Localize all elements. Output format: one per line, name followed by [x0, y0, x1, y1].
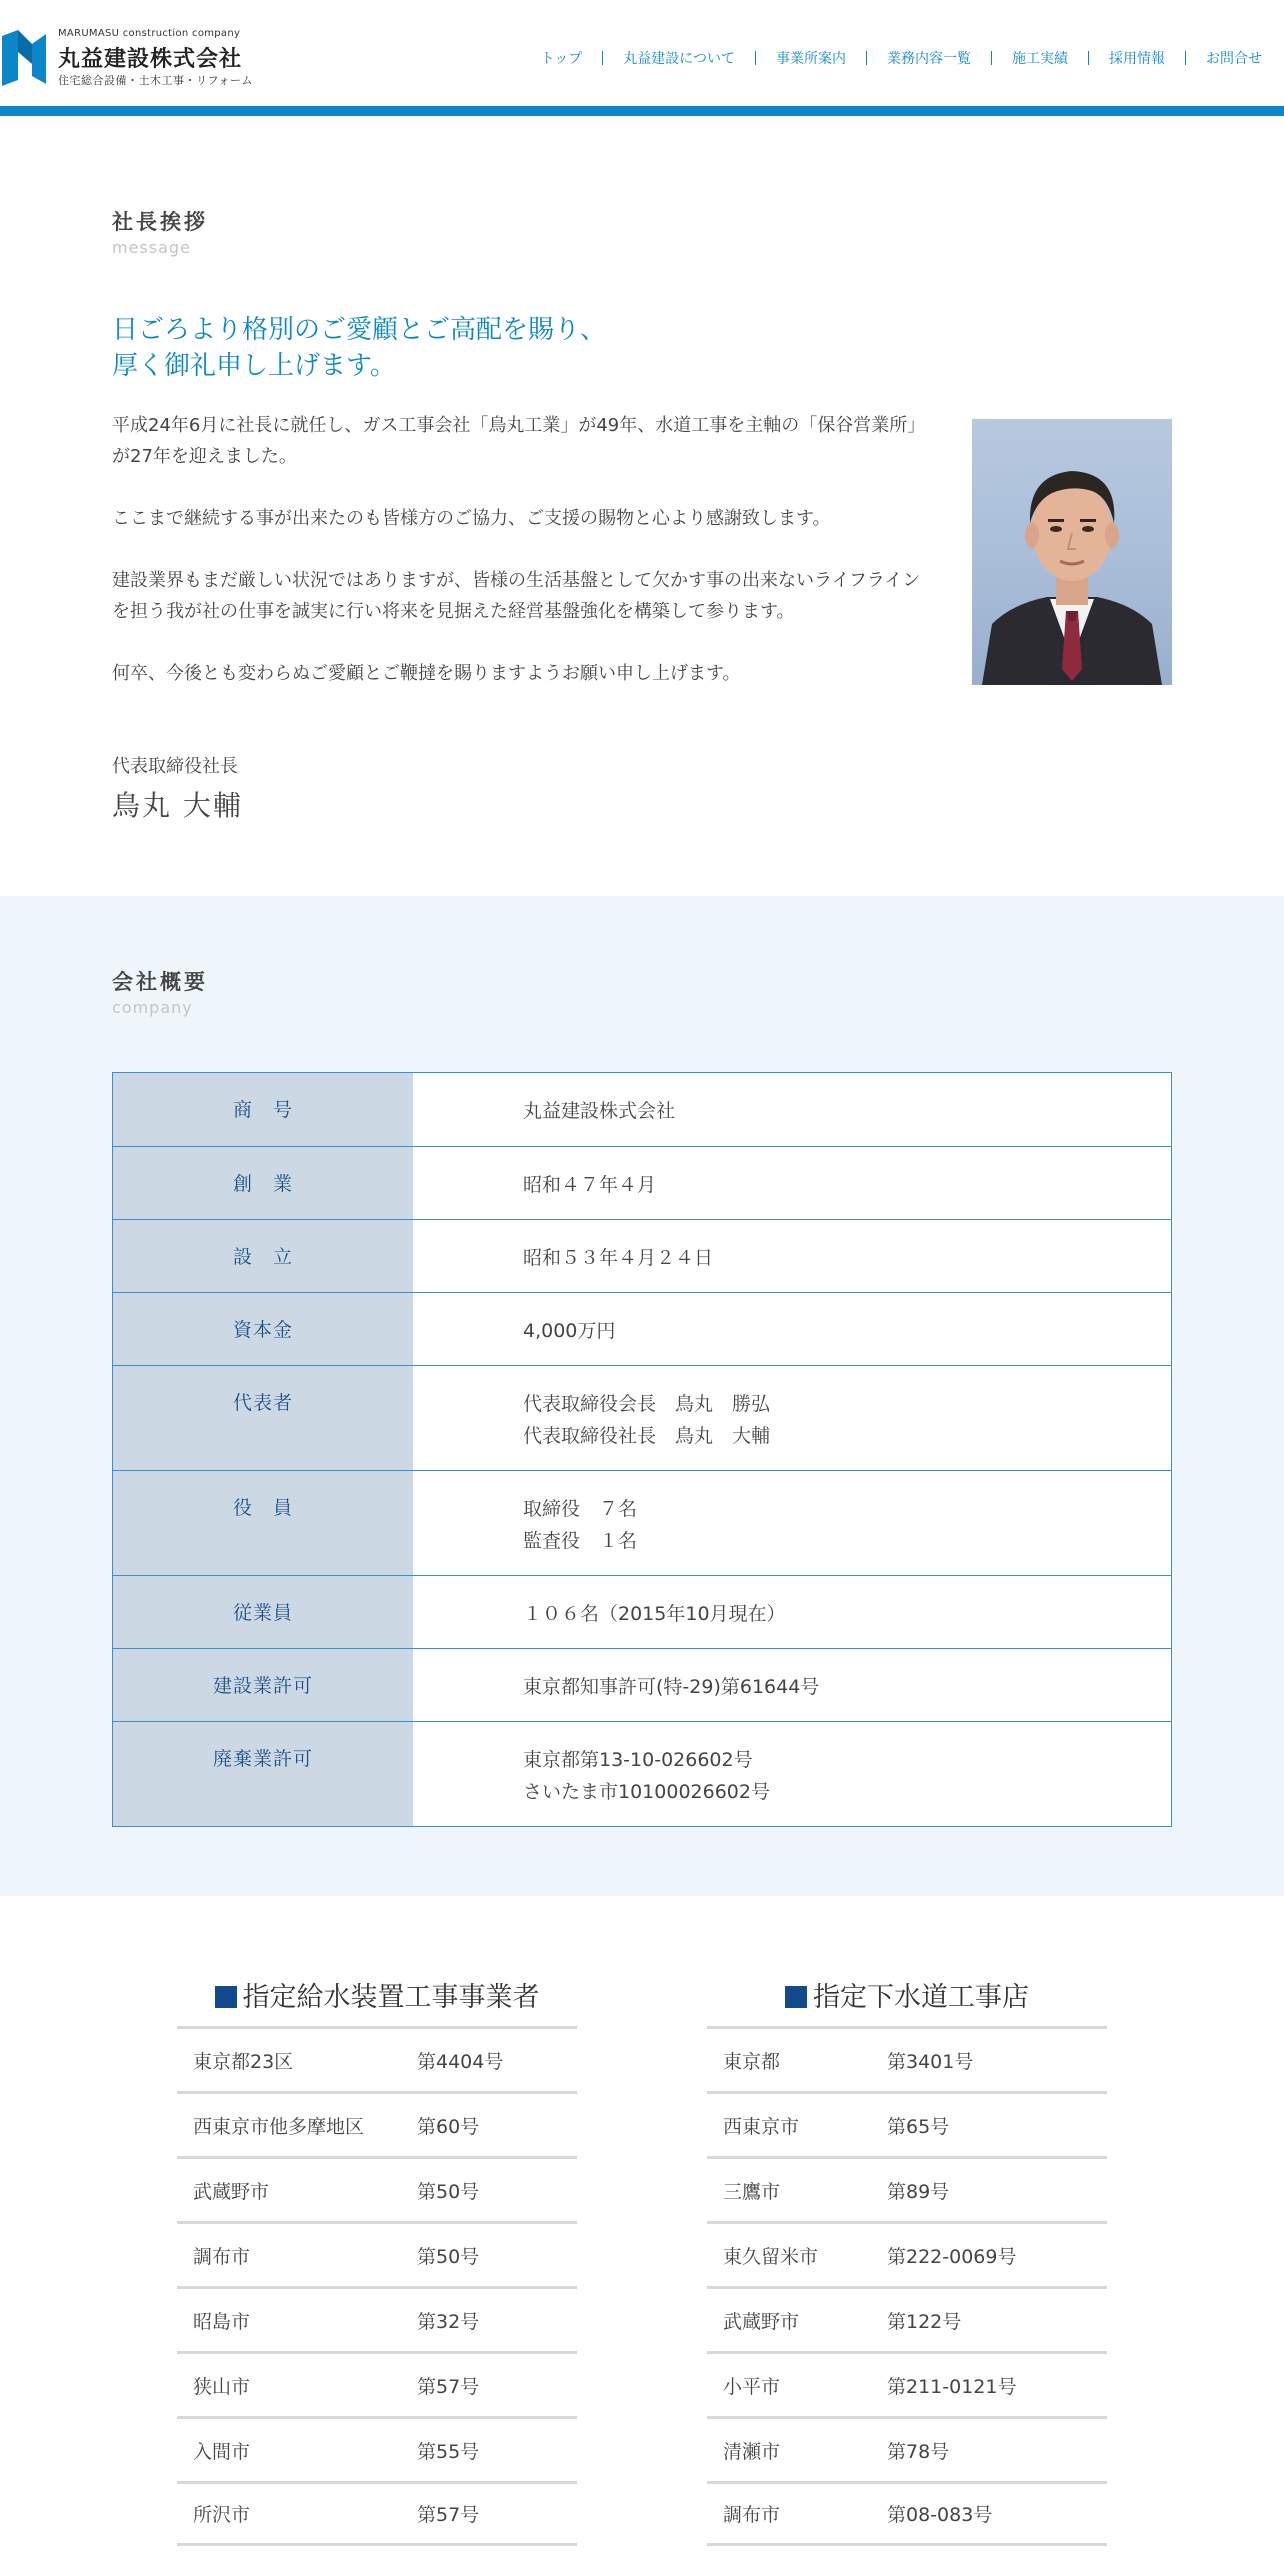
license-number: 第32号 [417, 2310, 480, 2333]
table-data-cell [413, 1220, 1171, 1292]
license-number: 第78号 [887, 2440, 950, 2463]
table-header-cell: 商 号 [113, 1073, 413, 1146]
license-number: 第55号 [417, 2440, 480, 2463]
nav-recruit[interactable]: 採用情報 [1109, 51, 1165, 67]
table-header-cell: 役 員 [113, 1471, 413, 1575]
president-photo [972, 419, 1172, 685]
license-number: 第57号 [417, 2375, 480, 2398]
license-number: 第08-083号 [887, 2504, 993, 2526]
list-item [177, 2481, 577, 2546]
list-item [707, 2026, 1107, 2091]
nav-offices[interactable]: 事業所案内 [776, 51, 846, 67]
site-header [0, 0, 1284, 116]
table-row [113, 1219, 1171, 1292]
water-supply-heading [177, 1970, 577, 2026]
message-paragraph: ここまで継続する事が出来たのも皆様方のご協力、ご支援の賜物と心より感謝致します。 [112, 508, 831, 529]
nav-divider [866, 51, 867, 65]
table-value: 代表取締役会長 鳥丸 勝弘 [523, 1393, 771, 1415]
nav-services[interactable]: 業務内容一覧 [887, 51, 971, 67]
table-header-cell: 資本金 [113, 1293, 413, 1365]
table-header-cell: 建設業許可 [113, 1649, 413, 1721]
license-area: 三鷹市 [723, 2180, 781, 2203]
nav-contact[interactable]: お問合せ [1206, 51, 1262, 67]
table-data-cell [413, 1147, 1171, 1219]
list-item [707, 2416, 1107, 2481]
license-area: 狭山市 [193, 2375, 251, 2398]
table-value: 東京都第13-10-026602号 [523, 1749, 753, 1771]
list-item [177, 2156, 577, 2221]
license-area: 東京都23区 [193, 2050, 294, 2073]
square-bullet-icon [785, 1986, 807, 2008]
table-row [113, 1721, 1171, 1826]
signature-name: 鳥丸 大輔 [112, 789, 243, 822]
list-item [707, 2286, 1107, 2351]
license-number: 第122号 [887, 2310, 962, 2333]
license-area: 武蔵野市 [193, 2180, 270, 2203]
license-area: 調布市 [723, 2504, 781, 2526]
table-data-cell [413, 1293, 1171, 1365]
list-item [707, 2156, 1107, 2221]
nav-divider [755, 51, 756, 65]
license-number: 第50号 [417, 2245, 480, 2268]
signature-role: 代表取締役社長 [112, 756, 238, 777]
list-item [177, 2221, 577, 2286]
nav-top[interactable]: トップ [540, 51, 583, 67]
message-section-subtitle: message [112, 238, 191, 257]
company-section-title: 会社概要 [112, 970, 208, 994]
square-bullet-icon [215, 1986, 237, 2008]
license-number: 第222-0069号 [887, 2245, 1017, 2268]
table-value: 昭和４７年４月 [523, 1174, 657, 1196]
sewer-heading [707, 1970, 1107, 2026]
company-info-table [112, 1072, 1172, 1827]
company-section-subtitle: company [112, 998, 193, 1017]
message-paragraph: 何卒、今後とも変わらぬご愛顧とご鞭撻を賜りますようお願い申し上げます。 [112, 663, 741, 684]
nav-divider [991, 51, 992, 65]
message-lead [112, 312, 752, 384]
table-data-cell [413, 1073, 1171, 1146]
list-item [707, 2221, 1107, 2286]
table-row [113, 1073, 1171, 1146]
license-number: 第57号 [417, 2504, 480, 2526]
license-area: 昭島市 [193, 2310, 251, 2333]
header-accent-bar [0, 106, 1284, 116]
license-area: 所沢市 [193, 2504, 251, 2526]
license-area: 西東京市 [723, 2115, 800, 2138]
sewer-title: 指定下水道工事店 [813, 1982, 1029, 2013]
license-number: 第211-0121号 [887, 2375, 1017, 2398]
logo-tagline: 住宅総合設備・土木工事・リフォーム [58, 74, 253, 87]
table-row [113, 1146, 1171, 1219]
table-value: １０６名（2015年10月現在） [523, 1603, 786, 1625]
table-row [113, 1292, 1171, 1365]
license-number: 第50号 [417, 2180, 480, 2203]
table-row [113, 1648, 1171, 1721]
table-row [113, 1575, 1171, 1648]
table-value: 取締役 ７名 [523, 1498, 638, 1520]
global-nav [541, 48, 1262, 68]
table-data-cell [413, 1722, 1171, 1826]
license-area: 西東京市他多摩地区 [193, 2115, 365, 2138]
table-value: 昭和５３年４月２４日 [523, 1247, 714, 1269]
table-value: 丸益建設株式会社 [523, 1100, 676, 1122]
list-item [177, 2351, 577, 2416]
license-number: 第89号 [887, 2180, 950, 2203]
table-header-cell: 設 立 [113, 1220, 413, 1292]
list-item [177, 2286, 577, 2351]
water-supply-license-list [177, 1970, 577, 2546]
table-value: 東京都知事許可(特-29)第61644号 [523, 1676, 820, 1698]
sewer-license-list [707, 1970, 1107, 2546]
lead-line-2: 厚く御礼申し上げます。 [112, 351, 396, 381]
message-section-title: 社長挨拶 [112, 210, 208, 234]
license-area: 清瀬市 [723, 2440, 781, 2463]
list-item [177, 2416, 577, 2481]
president-portrait-illustration [972, 419, 1172, 685]
table-value: さいたま市10100026602号 [523, 1781, 770, 1803]
message-body [112, 410, 922, 720]
table-value: 監査役 １名 [523, 1530, 638, 1552]
license-number: 第65号 [887, 2115, 950, 2138]
table-header-cell: 創 業 [113, 1147, 413, 1219]
nav-divider [602, 51, 603, 65]
table-row [113, 1470, 1171, 1575]
table-value: 4,000万円 [523, 1320, 616, 1342]
license-area: 小平市 [723, 2375, 781, 2398]
nav-divider [1088, 51, 1089, 65]
message-paragraph: 建設業界もまだ厳しい状況ではありますが、皆様の生活基盤として欠かす事の出来ないライフラインを担う我が社の仕事を誠実に行い将来を見据えた経営基盤強化を構築して参ります。 [112, 570, 921, 622]
license-area: 東久留米市 [723, 2245, 819, 2268]
list-item [707, 2481, 1107, 2546]
water-supply-title: 指定給水装置工事事業者 [242, 1982, 540, 2013]
table-row [113, 1365, 1171, 1470]
list-item [177, 2091, 577, 2156]
nav-works[interactable]: 施工実績 [1012, 51, 1068, 67]
license-number: 第60号 [417, 2115, 480, 2138]
site-logo[interactable] [0, 26, 270, 90]
nav-divider [1185, 51, 1186, 65]
license-area: 武蔵野市 [723, 2310, 800, 2333]
table-data-cell [413, 1366, 1171, 1470]
nav-about[interactable]: 丸益建設について [623, 51, 735, 67]
table-data-cell [413, 1471, 1171, 1575]
list-item [707, 2091, 1107, 2156]
logo-english: MARUMASU construction company [58, 28, 241, 39]
license-area: 入間市 [193, 2440, 251, 2463]
logo-mark-icon [2, 30, 46, 86]
table-header-cell: 代表者 [113, 1366, 413, 1470]
table-data-cell [413, 1649, 1171, 1721]
lead-line-1: 日ごろより格別のご愛顧とご高配を賜り、 [112, 315, 607, 345]
table-value: 代表取締役社長 鳥丸 大輔 [523, 1425, 771, 1447]
message-paragraph: 平成24年6月に社長に就任し、ガス工事会社「鳥丸工業」が49年、水道工事を主軸の「保谷営業所」が27年を迎えました。 [112, 415, 917, 467]
license-area: 調布市 [193, 2245, 251, 2268]
license-number: 第4404号 [417, 2050, 504, 2073]
list-item [177, 2026, 577, 2091]
table-data-cell [413, 1576, 1171, 1648]
license-number: 第3401号 [887, 2050, 974, 2073]
table-header-cell: 廃棄業許可 [113, 1722, 413, 1826]
list-item [707, 2351, 1107, 2416]
logo-company-name: 丸益建設株式会社 [58, 47, 243, 72]
license-area: 東京都 [723, 2050, 781, 2073]
table-header-cell: 従業員 [113, 1576, 413, 1648]
